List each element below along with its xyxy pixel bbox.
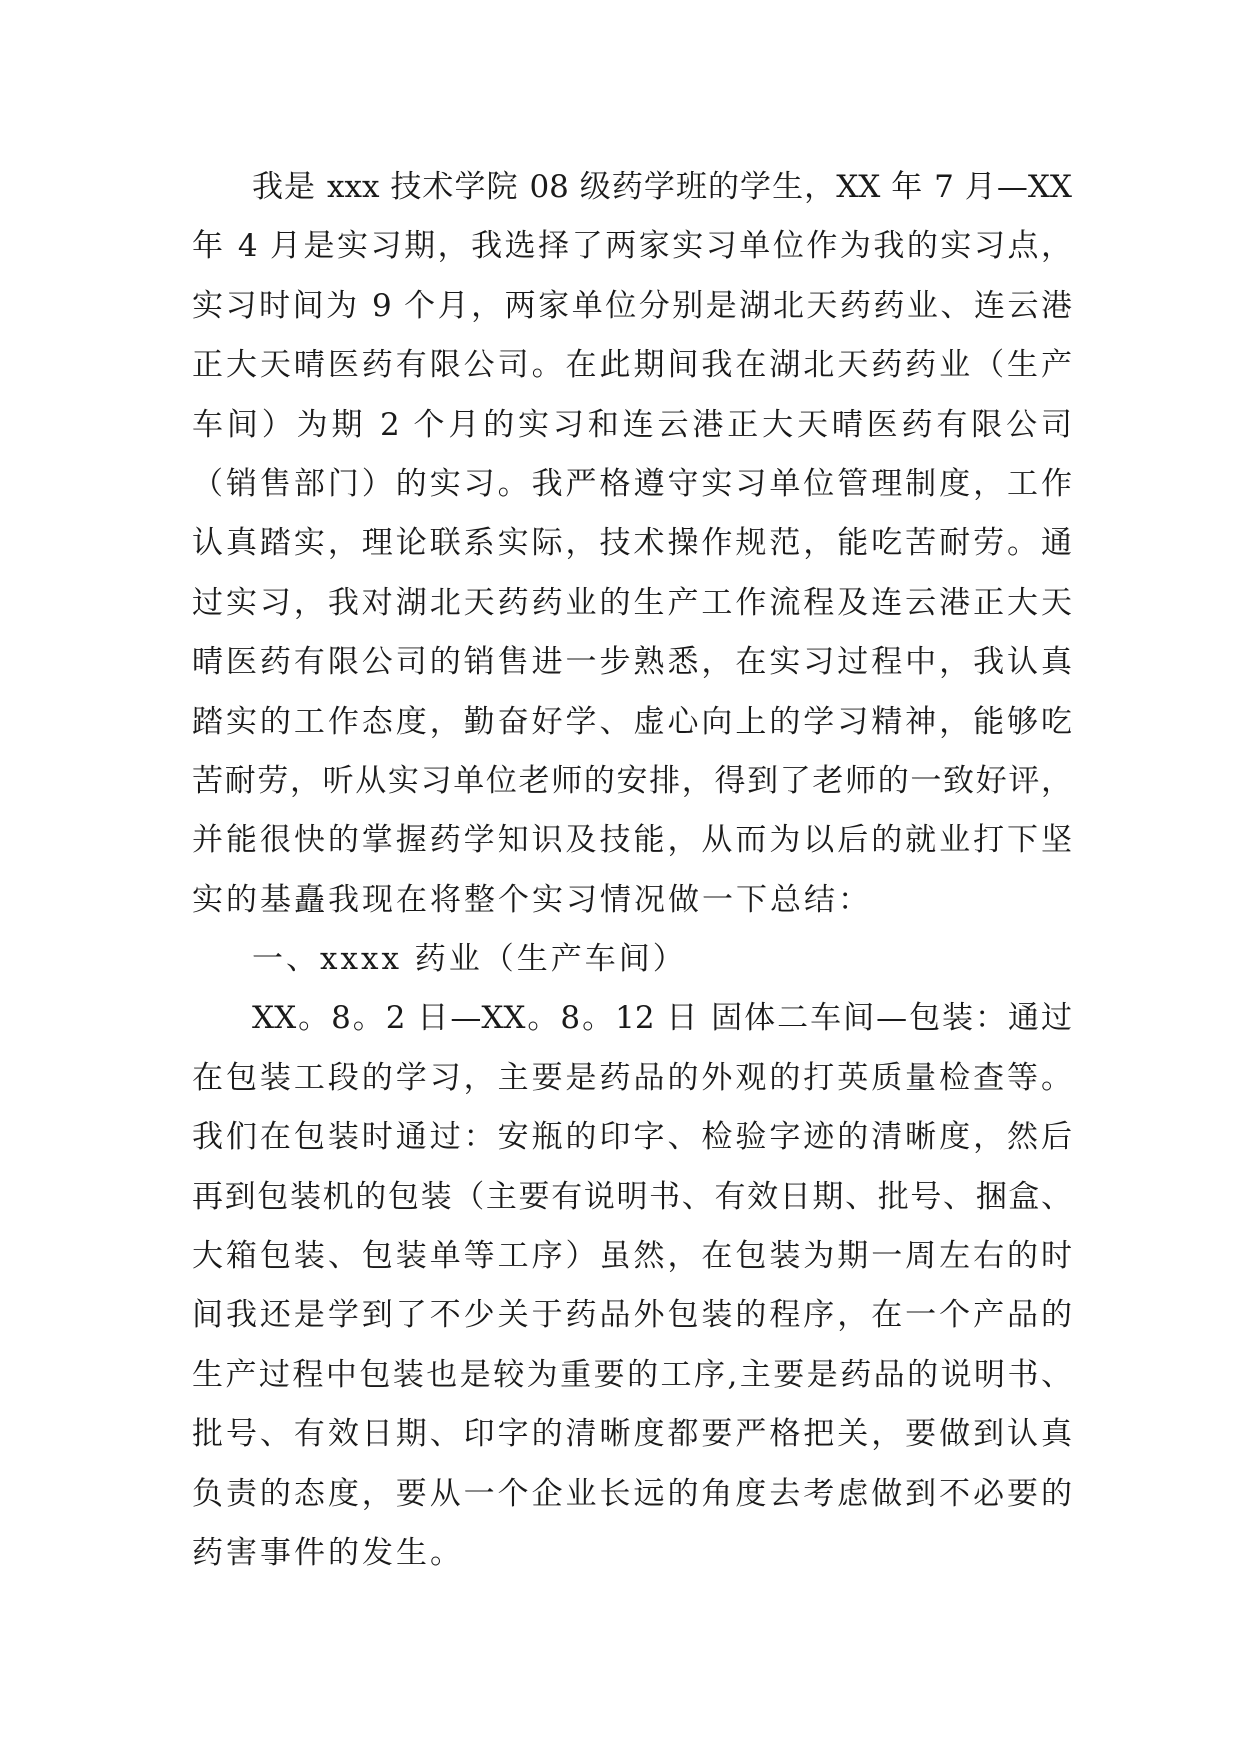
paragraph-1-line-7: 认真踏实，理论联系实际，技术操作规范，能吃苦耐劳。通 (192, 525, 1072, 562)
paragraph-1-line-8: 过实习，我对湖北天药药业的生产工作流程及连云港正大天 (192, 584, 1072, 621)
paragraph-3-line-2: 在包装工段的学习，主要是药品的外观的打英质量检查等。 (192, 1059, 1072, 1096)
paragraph-3-line-6: 间我还是学到了不少关于药品外包装的程序，在一个产品的 (192, 1297, 1072, 1334)
paragraph-3-line-3: 我们在包装时通过：安瓶的印字、检验字迹的清晰度，然后 (192, 1119, 1072, 1156)
paragraph-3-line-7: 生产过程中包装也是较为重要的工序,主要是药品的说明书、 (192, 1356, 1072, 1393)
paragraph-3-line-4: 再到包装机的包装（主要有说明书、有效日期、批号、捆盒、 (192, 1178, 1072, 1215)
paragraph-3-line-5: 大箱包装、包装单等工序）虽然，在包装为期一周左右的时 (192, 1238, 1072, 1275)
paragraph-3-line-8: 批号、有效日期、印字的清晰度都要严格把关，要做到认真 (192, 1416, 1072, 1453)
paragraph-1-line-11: 苦耐劳，听从实习单位老师的安排，得到了老师的一致好评， (192, 762, 1072, 799)
paragraph-1-line-5: 车间）为期 2 个月的实习和连云港正大天晴医药有限公司 (192, 406, 1072, 443)
paragraph-3-line-10: 药害事件的发生。 (192, 1534, 464, 1571)
paragraph-1-line-9: 晴医药有限公司的销售进一步熟悉，在实习过程中，我认真 (192, 644, 1072, 681)
paragraph-3-line-1: XX。8。2 日—XX。8。12 日 固体二车间—包装：通过 (252, 1000, 1072, 1037)
paragraph-1-line-2: 年 4 月是实习期，我选择了两家实习单位作为我的实习点， (192, 228, 1072, 265)
paragraph-1-line-1: 我是 xxx 技术学院 08 级药学班的学生，XX 年 7 月—XX (252, 169, 1072, 205)
paragraph-1-line-12: 并能很快的掌握药学知识及技能，从而为以后的就业打下坚 (192, 822, 1072, 859)
paragraph-1-line-10: 踏实的工作态度，勤奋好学、虚心向上的学习精神，能够吃 (192, 703, 1072, 740)
paragraph-1-line-4: 正大天晴医药有限公司。在此期间我在湖北天药药业（生产 (192, 347, 1072, 384)
section-heading: 一、xxxx 药业（生产车间） (252, 941, 687, 978)
paragraph-1-line-13: 实的基矗我现在将整个实习情况做一下总结： (192, 881, 872, 918)
paragraph-3-line-9: 负责的态度，要从一个企业长远的角度去考虑做到不必要的 (192, 1475, 1072, 1512)
paragraph-1-line-3: 实习时间为 9 个月，两家单位分别是湖北天药药业、连云港 (192, 287, 1072, 324)
paragraph-1-line-6: （销售部门）的实习。我严格遵守实习单位管理制度，工作 (192, 465, 1072, 502)
document-body (192, 158, 1072, 1583)
